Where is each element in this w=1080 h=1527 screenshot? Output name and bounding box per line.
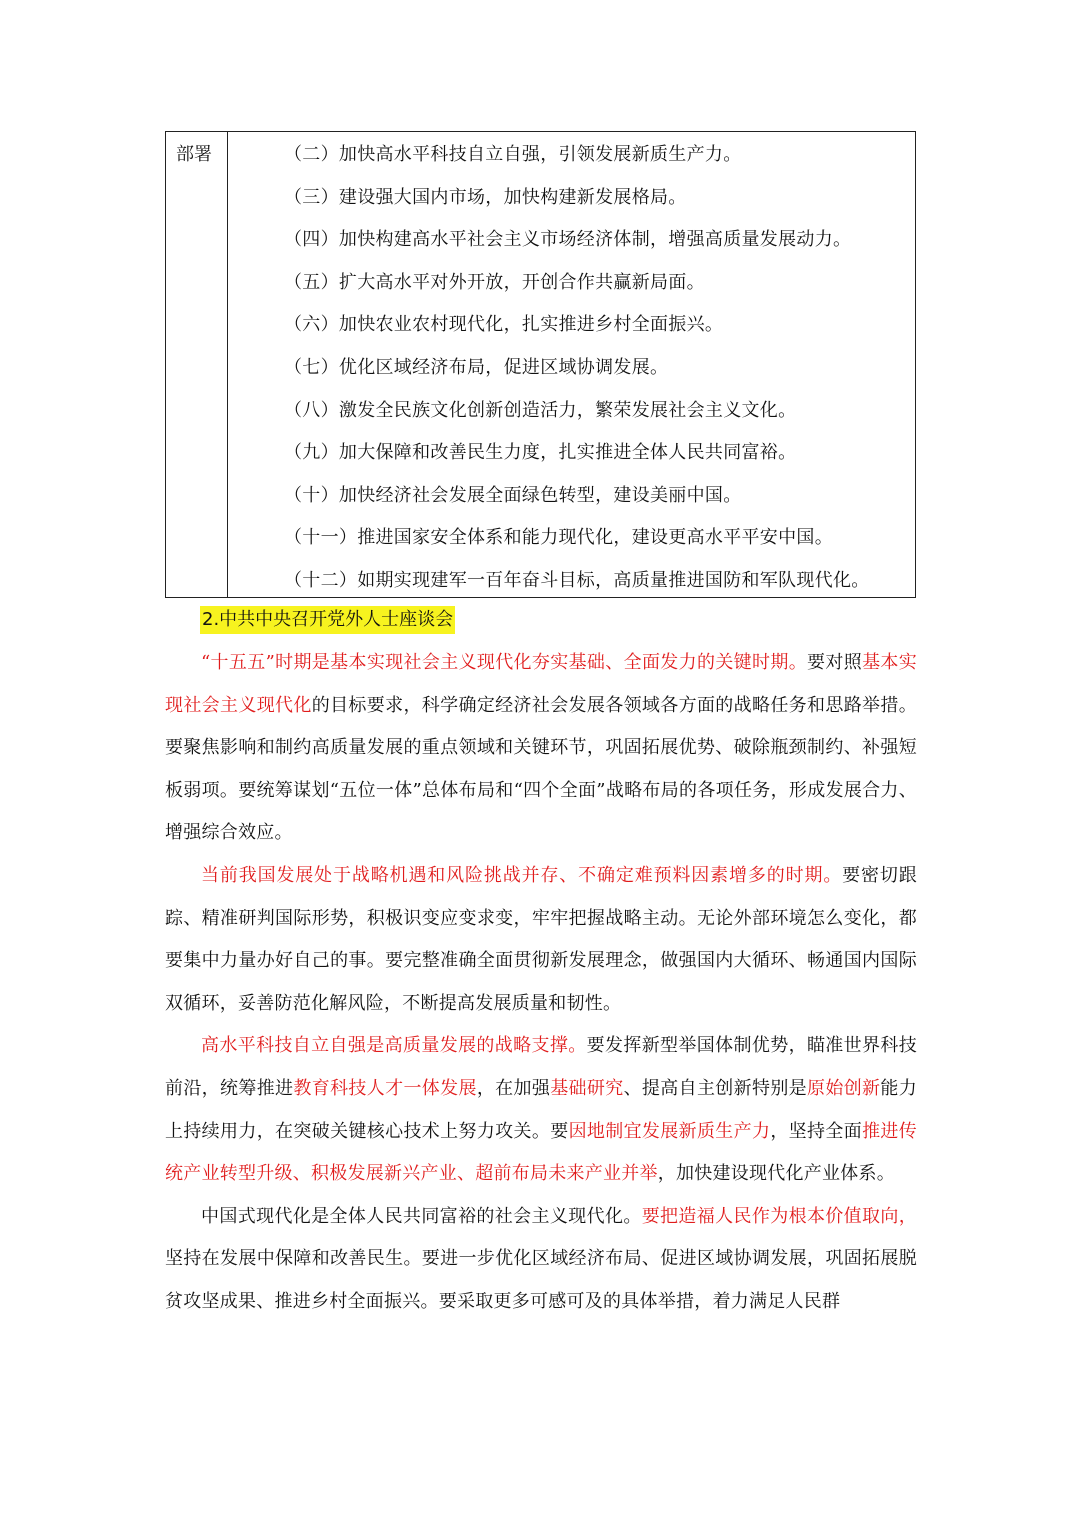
paragraph bbox=[165, 642, 917, 855]
emphasis-text: 基本实现社会主义现代化 bbox=[165, 652, 918, 716]
section-heading: 2.中共中央召开党外人士座谈会 bbox=[200, 606, 455, 634]
body-text: ，加快建设现代化产业体系。 bbox=[657, 1163, 895, 1185]
emphasis-text: 要把造福人民作为根本价值取向， bbox=[641, 1205, 918, 1227]
emphasis-text: 原始创新 bbox=[807, 1077, 881, 1099]
table-item: （三）建设强大国内市场，加快构建新发展格局。 bbox=[284, 186, 687, 208]
body-text: 的目标要求，科学确定经济社会发展各领域各方面的战略任务和思路举措。要聚焦影响和制约高质量发展的重点领域和关键环节，巩固拓展优势、破除瓶颈制约、补强短板弱项。要统筹谋划“五位一体”总体布局和“四个全面”战略布局的各项任务，形成发展合力、增强综合效应。 bbox=[165, 694, 917, 844]
table-item: （五）扩大高水平对外开放，开创合作共赢新局面。 bbox=[284, 271, 705, 293]
body-content bbox=[165, 642, 917, 1324]
table-item: （十）加快经济社会发展全面绿色转型，建设美丽中国。 bbox=[284, 484, 742, 506]
emphasis-text: 当前我国发展处于战略机遇和风险挑战并存、不确定难预料因素增多的时期。 bbox=[201, 864, 843, 886]
table-item: （七）优化区域经济布局，促进区域协调发展。 bbox=[284, 356, 669, 378]
emphasis-text: 教育科技人才一体发展 bbox=[293, 1077, 477, 1099]
body-text: 坚持在发展中保障和改善民生。要进一步优化区域经济布局、促进区域协调发展，巩固拓展脱贫攻坚成果、推进乡村全面振兴。要采取更多可感可及的具体举措，着力满足人民群 bbox=[165, 1248, 917, 1312]
paragraph bbox=[165, 855, 917, 1025]
table-item: （六）加快农业农村现代化，扎实推进乡村全面振兴。 bbox=[284, 314, 724, 336]
body-text: 要密切跟踪、精准研判国际形势，积极识变应变求变，牢牢把握战略主动。无论外部环境怎么变化，都要集中力量办好自己的事。要完整准确全面贯彻新发展理念，做强国内大循环、畅通国内国际双循环，妥善防范化解风险，不断提高发展质量和韧性。 bbox=[165, 864, 917, 1014]
table-item: （四）加快构建高水平社会主义市场经济体制，增强高质量发展动力。 bbox=[284, 229, 852, 251]
deployment-table bbox=[165, 131, 916, 598]
emphasis-text: 高水平科技自立自强是高质量发展的战略支撑。 bbox=[201, 1035, 587, 1057]
emphasis-text: 因地制宜发展新质生产力 bbox=[568, 1120, 771, 1142]
emphasis-text: “十五五”时期是基本实现社会主义现代化夯实基础、全面发力的关键时期。 bbox=[201, 652, 808, 673]
body-text: ，坚持全面 bbox=[770, 1120, 863, 1142]
body-text: 能力上持续用力，在突破关键核心技术上努力攻关。要 bbox=[165, 1077, 917, 1142]
table-item: （九）加大保障和改善民生力度，扎实推进全体人民共同富裕。 bbox=[284, 442, 797, 464]
body-text: 要发挥新型举国体制优势，瞄准世界科技前沿，统筹推进 bbox=[165, 1035, 918, 1099]
table-label: 部署 bbox=[176, 144, 212, 165]
table-item: （二）加快高水平科技自立自强，引领发展新质生产力。 bbox=[284, 144, 742, 165]
emphasis-text: 推进传统产业转型升级、积极发展新兴产业、超前布局未来产业并举 bbox=[165, 1120, 917, 1185]
table-item: （八）激发全民族文化创新创造活力，繁荣发展社会主义文化。 bbox=[284, 399, 797, 421]
body-text: 、提高自主创新特别是 bbox=[623, 1077, 808, 1099]
body-text: 要对照 bbox=[807, 652, 863, 673]
table-label-cell bbox=[166, 132, 228, 597]
table-item: （十二）如期实现建军一百年奋斗目标，高质量推进国防和军队现代化。 bbox=[284, 569, 870, 591]
emphasis-text: 基础研究 bbox=[550, 1077, 624, 1099]
paragraph bbox=[165, 1196, 917, 1324]
paragraph bbox=[165, 1025, 917, 1195]
table-items-cell bbox=[284, 140, 915, 609]
body-text: ，在加强 bbox=[476, 1077, 551, 1099]
body-text: 中国式现代化是全体人民共同富裕的社会主义现代化。 bbox=[201, 1205, 642, 1227]
table-item: （十一）推进国家安全体系和能力现代化，建设更高水平平安中国。 bbox=[284, 527, 833, 549]
